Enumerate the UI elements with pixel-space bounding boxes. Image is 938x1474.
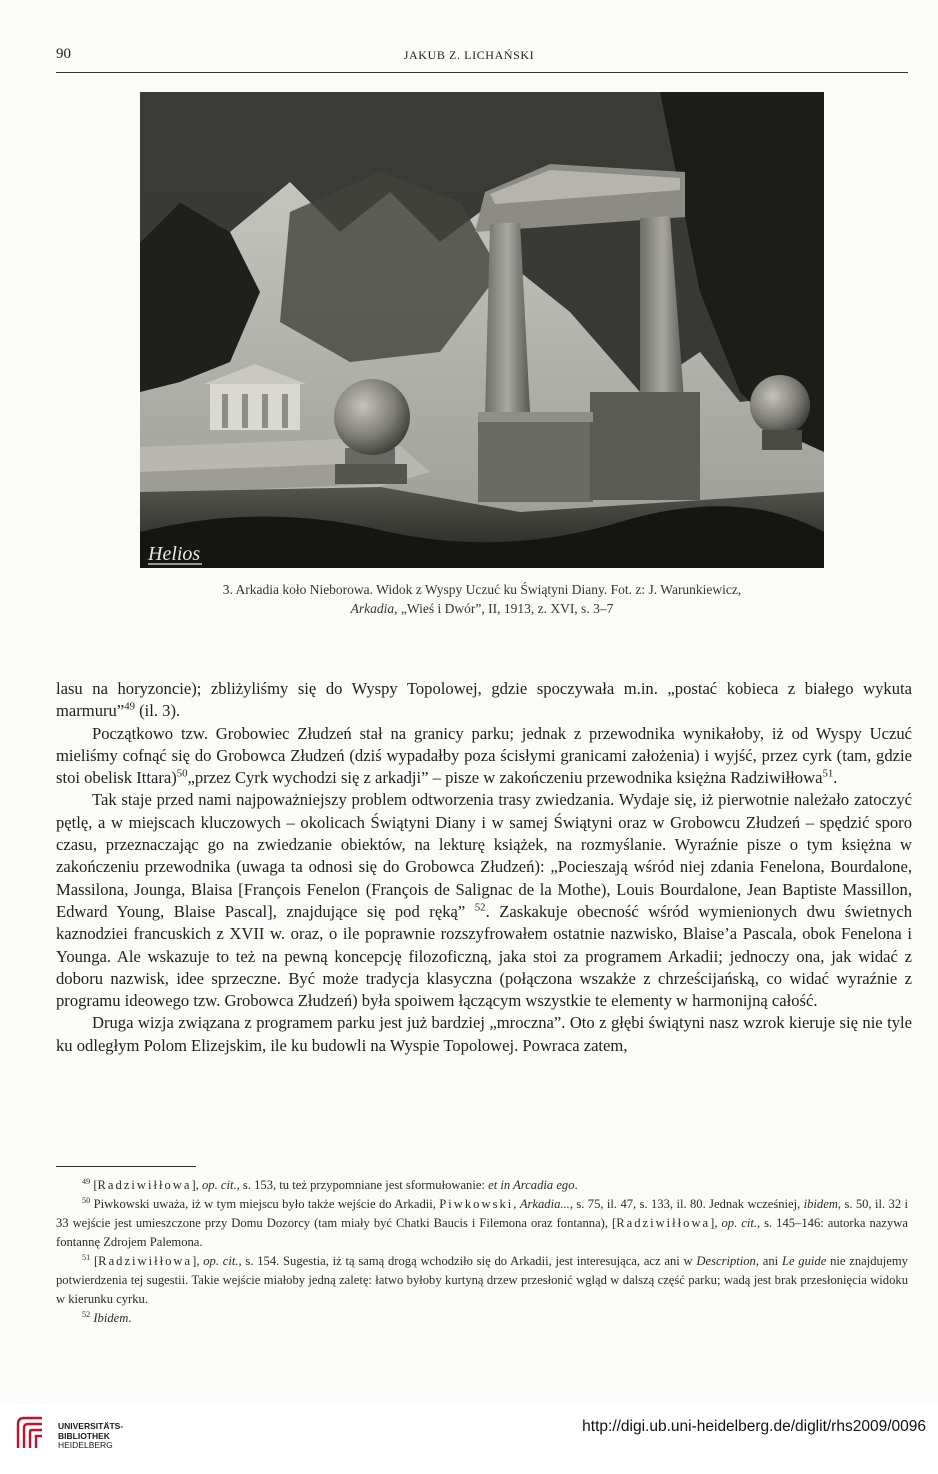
fn50-title: Arkadia...: [519, 1197, 570, 1211]
fn52-number: 52: [82, 1309, 91, 1319]
footnote-49: $^{49}$ [Radziwiłłowa], op. cit., s. 153, tu też przypomniane jest sformułowanie: et in Arcadia ego.: [82, 1176, 578, 1192]
fn51-text-2: , ani: [755, 1254, 782, 1268]
running-head: JAKUB Z. LICHAŃSKI: [403, 48, 535, 62]
caption-source: , „Wieś i Dwór”, II, 1913, z. XVI, s. 3–7: [394, 601, 614, 616]
fn51-author: Radziwiłłowa: [98, 1254, 193, 1268]
page-number: 90: [56, 46, 71, 62]
p1-text: lasu na horyzoncie); zbliżyliśmy się do Wyspy Topolowej, gdzie spoczywała m.in. „postać kobieca z białego wykuta marmuru”: [56, 679, 912, 721]
fn51-text: , s. 154. Sugestia, iż tą samą drogą wchodziło się do Arkadii, jest interesująca, acz ani w: [238, 1254, 697, 1268]
paragraph-2: [56, 723, 912, 790]
fn50-author-2: Radziwiłłowa: [616, 1216, 711, 1230]
fn49-quote: et in Arcadia ego: [488, 1178, 575, 1192]
fn50-text-3: , s. 50, il. 32 i 33 wejście jest umieszczone przy Domu Dozorcy (tam miały być Chatki Baucis i Filemona oraz fontanna), [: [56, 1197, 909, 1230]
fn49-sep: ,: [195, 1178, 202, 1192]
footnote-ref-49[interactable]: 49: [124, 700, 135, 713]
library-name-line-1: UNIVERSITÄTS-: [58, 1421, 124, 1431]
library-name-line-3: HEIDELBERG: [58, 1440, 113, 1450]
p1-text-end: (il. 3).: [134, 701, 181, 721]
fn51-text-3: nie znajdujemy potwierdzenia tej sugestii. Takie wejście miałoby jedną zaletę: łatwo byłoby kurtyną drzew przesłonić wgląd w dalszą część parku; wadą jest brak przesłonięcia widoku w kierunku cyrku.: [56, 1254, 908, 1306]
page-footer: [0, 1404, 938, 1474]
library-logo-icon: [12, 1414, 48, 1450]
fn50-text-4: , s. 145–146: autorka nazywa fontannę Zdrojem Palemona.: [56, 1216, 908, 1249]
caption-line-2: [140, 599, 824, 618]
fn51-title-1: Description: [696, 1254, 756, 1268]
fn52-ibidem: Ibidem: [93, 1311, 129, 1325]
fn50-author: Piwkowski: [439, 1197, 514, 1211]
figure-caption: [140, 580, 824, 618]
footnote-rule: [56, 1166, 196, 1167]
fn50-ibidem: ibidem: [803, 1197, 838, 1211]
fn50-text-2: , s. 75, il. 47, s. 133, il. 80. Jednak wcześniej,: [569, 1197, 804, 1211]
source-url-link[interactable]: http://digi.ub.uni-heidelberg.de/diglit/rhs2009/0096: [582, 1418, 926, 1435]
photo-illustration: [140, 92, 824, 568]
paragraph-4: [56, 1012, 912, 1057]
p3-text-end: . Zaskakuje obecność wśród wymienionych dwu świetnych kaznodziei francuskich z XVII w. oraz, o ile poprawnie rozszyfrowałem ostatnie nazwisko, Blaise’a Pascala, obok Fenelona i Younga. Ale wskazuje to też na pewną koncepcję filozoficzną, jaka stoi za programem Arkadii; jednoczy ona, jak widać z doboru nazwisk, idee sprzeczne. Być może tradycja klasyczna (połączona wszakże z chrześcijańską, co widać wyraźnie z programu ideowego tzw. Grobowca Złudzeń) była spoiwem łączącym wszystkie te elementy w harmonijną całość.: [56, 901, 912, 1011]
caption-title: Arkadia: [350, 601, 395, 616]
paragraph-1: [56, 678, 912, 723]
fn51-title-2: Le guide: [781, 1254, 827, 1268]
fn50-text: Piwkowski uważa, iż w tym miejscu było także wejście do Arkadii,: [93, 1197, 440, 1211]
fn50-opcit: op. cit.: [721, 1216, 757, 1230]
library-name-line-2: BIBLIOTHEK: [58, 1430, 110, 1441]
photo-watermark: Helios: [148, 543, 201, 565]
header-rule: [56, 72, 908, 73]
footnote-52: [56, 1309, 908, 1328]
p3-text: Tak staje przed nami najpoważniejszy problem odtworzenia trasy zwiedzania. Wydaje się, iż pierwotnie należało zatoczyć pętlę, a w miejscach kluczowych – okolicach Świątyni Diany i w samej Świątyni oraz w Grobowcu Złudzeń – spędzić sporo czasu, przeznaczając go na zwiedzanie obiektów, na lekturę książek, na rozmyślanie. Wyraźnie pisze o tym księżna w zakończeniu przewodnika (uwaga ta odnosi się do Grobowca Złudzeń): „Pocieszają wśród niej zdania Fenelona, Bourdalone, Massilona, Jounga, Blaisa [François Fenelon (François de Salignac de la Mothe), Louis Bourdalone, Jean Baptiste Massillon, Edward Young, Blaise Pascal], znajdujące się pod ręką”: [56, 790, 912, 921]
fn50-sep-2: ],: [710, 1216, 722, 1230]
footnote-51: [56, 1252, 908, 1309]
fn51-opcit: op. cit.: [203, 1254, 239, 1268]
library-name: [58, 1422, 123, 1451]
p2-text-end: .: [833, 768, 838, 788]
footnote-ref-50[interactable]: 50: [176, 767, 188, 780]
fn50-number: 50: [82, 1195, 91, 1205]
footnote-ref-52[interactable]: 52: [474, 901, 486, 914]
fn49-opcit: op. cit.: [201, 1178, 237, 1192]
paragraph-3: [56, 789, 912, 1012]
fn51-number: 51: [82, 1252, 91, 1262]
body-text: [56, 678, 912, 1057]
fn49-number: 49: [82, 1176, 91, 1186]
footnote-ref-51[interactable]: 51: [822, 767, 834, 780]
footnote-50: [56, 1195, 908, 1252]
figure-photo: [140, 92, 824, 568]
p4-text: Druga wizja związana z programem parku jest już bardziej „mroczna”. Oto z głębi świątyni nasz wzrok kieruje się nie tyle ku odległym Polom Elizejskim, ile ku budowli na Wyspie Topolowej. Powraca zatem,: [56, 1013, 912, 1055]
p2-text-mid: „przez Cyrk wychodzi się z arkadji” – pisze w zakończeniu przewodnika księżna Radziwiłłowa: [187, 768, 823, 788]
fn51-open: [: [93, 1254, 99, 1268]
fn51-sep: ],: [192, 1254, 204, 1268]
footnotes: [56, 1176, 908, 1328]
fn52-end: .: [128, 1311, 132, 1325]
p2-text: Początkowo tzw. Grobowiec Złudzeń stał na granicy parku; jednak z przewodnika wynikałoby, iż od Wyspy Uczuć mieliśmy cofnąć się do Grobowca Złudzeń (dziś wypadałby poza ścisłymi granicami założenia) i wyjść, przez cyrk (tam, gdzie stoi obelisk Ittara): [56, 723, 912, 788]
fn49-text: , s. 153, tu też przypomniane jest sformułowanie:: [236, 1178, 489, 1192]
caption-line-1: 3. Arkadia koło Nieborowa. Widok z Wyspy Uczuć ku Świątyni Diany. Fot. z: J. Warunkiewicz,: [222, 582, 742, 597]
fn49-end: .: [574, 1178, 578, 1192]
fn50-sep: ,: [513, 1197, 520, 1211]
fn49-author: Radziwiłłowa: [97, 1178, 192, 1192]
